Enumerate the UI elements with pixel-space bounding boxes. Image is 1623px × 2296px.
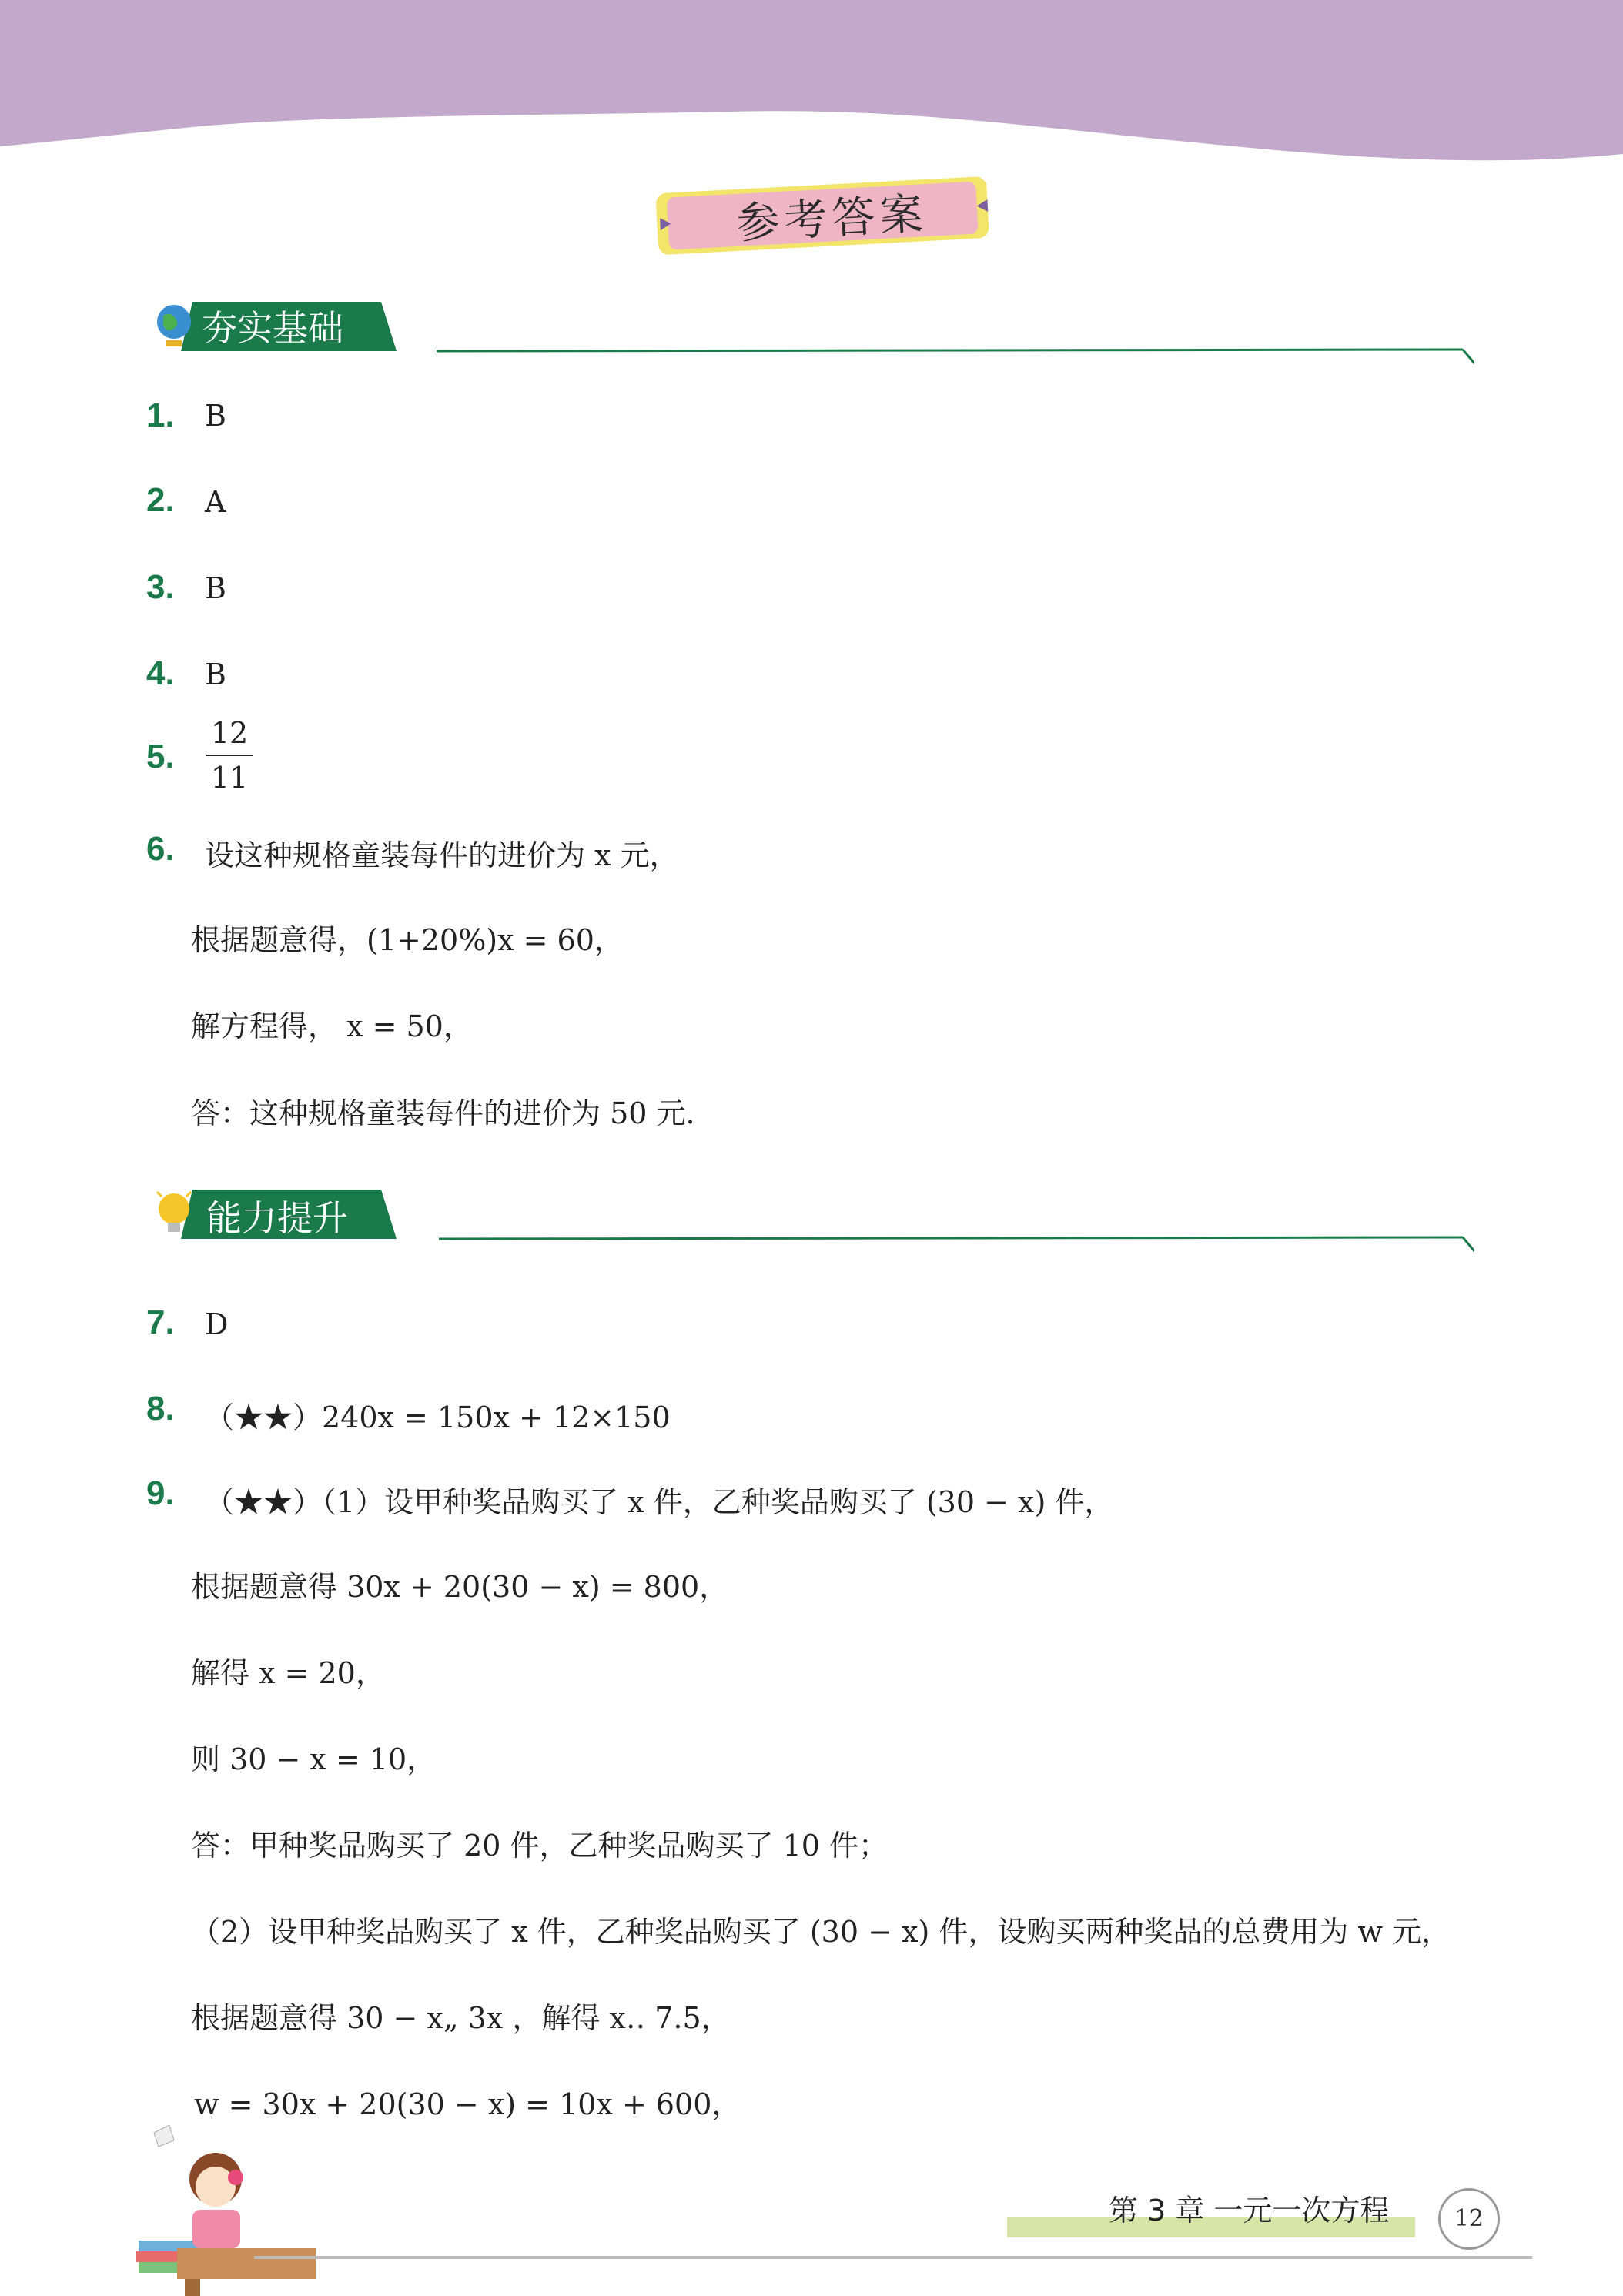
answer-number: 4. bbox=[146, 654, 175, 692]
answer-line: 根据题意得 30 − x„ 3x ，解得 x‥ 7.5， bbox=[191, 2001, 731, 2035]
answer-text: B bbox=[205, 571, 226, 605]
answer-text: B bbox=[205, 658, 226, 691]
answer-line: 答：甲种奖品购买了 20 件，乙种奖品购买了 10 件； bbox=[191, 1829, 888, 1863]
fraction-bar bbox=[206, 755, 253, 756]
answer-number: 2. bbox=[146, 481, 175, 519]
chapter-title: 第 3 章 一元一次方程 bbox=[1109, 2194, 1390, 2227]
answer-number: 5. bbox=[146, 738, 175, 775]
answer-line: 则 30 − x = 10， bbox=[191, 1742, 437, 1776]
answer-number: 1. bbox=[146, 397, 175, 434]
student-illustration bbox=[108, 2125, 316, 2296]
answer-text: D bbox=[205, 1307, 229, 1341]
fraction-denominator: 11 bbox=[210, 761, 249, 795]
answer-line: 设这种规格童装每件的进价为 x 元， bbox=[205, 838, 679, 872]
answer-line: 根据题意得，(1+20%)x = 60， bbox=[191, 923, 624, 957]
answer-line: （★★）（1）设甲种奖品购买了 x 件，乙种奖品购买了 (30 − x) 件， bbox=[205, 1485, 1114, 1519]
answer-line: 解得 x = 20， bbox=[191, 1656, 385, 1690]
header-wave-banner bbox=[0, 0, 1623, 177]
fraction-numerator: 12 bbox=[210, 716, 249, 750]
fraction-answer bbox=[206, 716, 253, 795]
section-label-basic: 夯实基础 bbox=[202, 307, 343, 349]
answer-line: （2）设甲种奖品购买了 x 件，乙种奖品购买了 (30 − x) 件，设购买两种奖品的总费用为 w 元， bbox=[191, 1915, 1451, 1949]
answer-line: w = 30x + 20(30 − x) = 10x + 600， bbox=[194, 2087, 741, 2121]
page-title: 参考答案 bbox=[735, 189, 929, 249]
answer-number: 9. bbox=[146, 1474, 175, 1512]
page-number: 12 bbox=[1438, 2188, 1500, 2250]
section-header-basic bbox=[150, 302, 1474, 371]
answer-text: B bbox=[205, 399, 226, 433]
section-header-advanced bbox=[150, 1190, 1474, 1259]
answer-number: 7. bbox=[146, 1304, 175, 1341]
lightbulb-icon bbox=[152, 1186, 196, 1240]
answer-number: 8. bbox=[146, 1390, 175, 1427]
globe-icon bbox=[152, 302, 196, 351]
footer-rule bbox=[254, 2256, 1532, 2259]
answer-text: （★★）240x = 150x + 12×150 bbox=[205, 1401, 671, 1434]
answer-number: 6. bbox=[146, 830, 175, 868]
section-label-advanced: 能力提升 bbox=[206, 1197, 348, 1239]
answer-line: 解方程得， x = 50， bbox=[191, 1009, 473, 1043]
answer-number: 3. bbox=[146, 568, 175, 606]
answer-text: A bbox=[205, 485, 226, 519]
answer-line: 根据题意得 30x + 20(30 − x) = 800， bbox=[191, 1570, 729, 1604]
answer-line: 答：这种规格童装每件的进价为 50 元. bbox=[191, 1096, 695, 1130]
